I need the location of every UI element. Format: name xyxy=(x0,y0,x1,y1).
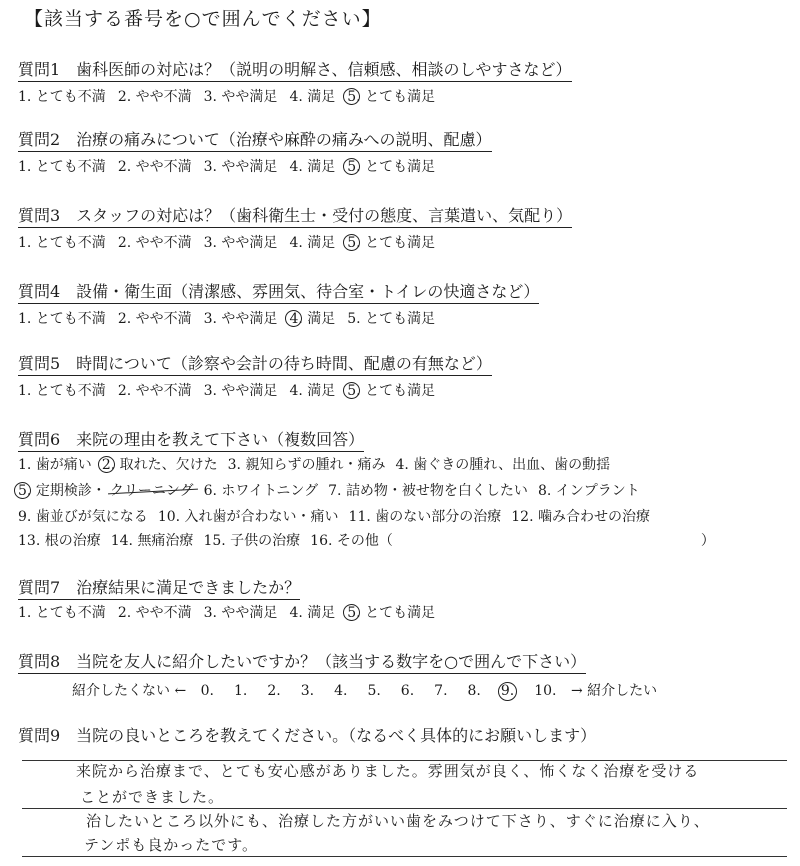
option-number: 4. 満足 xyxy=(289,235,336,251)
handwritten-answer-line-1: 来院から治療まで、とても安心感がありました。雰囲気が良く、怖くなく治療を受ける xyxy=(76,762,700,780)
option-number: 2. やや不満 xyxy=(117,159,192,175)
option-label: 歯ぐきの腫れ、出血、歯の動揺 xyxy=(413,457,611,473)
selected-digit: 5 xyxy=(18,483,27,499)
rating-option[interactable] xyxy=(118,88,192,106)
rating-option[interactable] xyxy=(347,604,435,622)
option-number: 4. 満足 xyxy=(289,89,336,105)
rating-option[interactable] xyxy=(204,234,278,252)
scale-number[interactable]: 3. xyxy=(300,683,315,699)
option-number: 3. やや満足 xyxy=(203,311,278,327)
option-number: 5. xyxy=(18,483,32,499)
scale-number[interactable]: 10. xyxy=(534,683,557,699)
option-number: 2. やや不満 xyxy=(117,235,192,251)
option-number: 5. とても満足 xyxy=(347,311,436,327)
rating-option[interactable] xyxy=(204,310,278,328)
option-number: 3. xyxy=(227,457,241,473)
reason-option[interactable] xyxy=(158,508,339,526)
q9-title: 質問9 当院の良いところを教えてください。（なるべく具体的にお願いします） xyxy=(18,726,597,745)
option-number: 2. xyxy=(101,457,116,473)
selected-digit: 5 xyxy=(347,605,357,621)
option-label: 噛み合わせの治療 xyxy=(537,509,650,525)
option-number: 6. xyxy=(203,483,217,499)
scale-number[interactable]: 9. xyxy=(500,683,515,699)
option-number: 4. 満足 xyxy=(289,159,336,175)
option-number: 1. とても不満 xyxy=(18,311,106,327)
rating-option[interactable] xyxy=(347,310,435,328)
reason-option[interactable] xyxy=(18,456,92,474)
rating-option[interactable] xyxy=(347,382,435,400)
reason-option[interactable] xyxy=(511,508,650,526)
reason-option[interactable] xyxy=(18,508,148,526)
rating-option[interactable] xyxy=(347,234,435,252)
option-number: 4. 満足 xyxy=(289,311,336,327)
option-number: 5. とても満足 xyxy=(347,159,436,175)
option-number: 5. とても満足 xyxy=(347,235,436,251)
option-number: 2. やや不満 xyxy=(117,605,192,621)
writing-line xyxy=(22,808,787,809)
q2-options xyxy=(18,158,447,176)
rating-option[interactable] xyxy=(289,310,335,328)
q4-options xyxy=(18,310,447,328)
option-number: 2. やや不満 xyxy=(117,383,192,399)
option-number: 12. xyxy=(511,509,534,525)
reason-option[interactable] xyxy=(395,456,610,474)
option-number: 1. とても不満 xyxy=(18,383,106,399)
rating-option[interactable] xyxy=(289,604,335,622)
option-number: 11. xyxy=(348,509,371,525)
selected-digit: 2 xyxy=(101,457,111,473)
q8-scale xyxy=(72,680,657,700)
reason-option[interactable] xyxy=(203,532,300,550)
option-number: 16. xyxy=(310,533,333,549)
reason-option[interactable] xyxy=(110,482,194,500)
rating-option[interactable] xyxy=(289,88,335,106)
rating-option[interactable] xyxy=(118,234,192,252)
selected-digit: 5 xyxy=(347,383,357,399)
scale-number[interactable]: 6. xyxy=(400,683,415,699)
rating-option[interactable] xyxy=(289,382,335,400)
option-number: 3. やや満足 xyxy=(203,89,278,105)
option-label: ホワイトニング xyxy=(221,483,319,499)
reason-option[interactable] xyxy=(228,456,386,474)
rating-option[interactable] xyxy=(18,88,106,106)
option-label: 歯並びが気になる xyxy=(35,509,148,525)
rating-option[interactable] xyxy=(204,604,278,622)
option-number: 4. 満足 xyxy=(289,605,336,621)
q6-title: 質問6 来院の理由を教えて下さい（複数回答） xyxy=(18,430,364,452)
option-label: その他（ ） xyxy=(336,533,715,549)
reason-option[interactable] xyxy=(102,456,218,474)
selected-digit: 4 xyxy=(289,311,299,327)
selected-digit: 5 xyxy=(347,89,357,105)
scale-number[interactable]: 7. xyxy=(434,683,448,699)
rating-option[interactable] xyxy=(18,604,106,622)
q8-right-label: → 紹介したい xyxy=(570,683,658,699)
option-number: 1. とても不満 xyxy=(18,235,106,251)
q6-row-2 xyxy=(18,482,650,500)
scale-number[interactable]: 0. xyxy=(200,683,214,699)
option-number: 1. とても不満 xyxy=(18,159,106,175)
reason-option[interactable] xyxy=(18,482,106,500)
reason-option[interactable] xyxy=(328,482,528,500)
q1-title: 質問1 歯科医師の対応は？（説明の明解さ、信頼感、相談のしやすさなど） xyxy=(18,60,572,82)
option-number: 5. とても満足 xyxy=(347,605,436,621)
q3-title: 質問3 スタッフの対応は？（歯科衛生士・受付の態度、言葉遣い、気配り） xyxy=(18,206,572,228)
selected-digit: 5 xyxy=(347,159,357,175)
q7-title: 質問7 治療結果に満足できましたか？ xyxy=(18,578,300,600)
option-number: 15. xyxy=(203,533,226,549)
option-label: 子供の治療 xyxy=(230,533,301,549)
rating-option[interactable] xyxy=(118,382,192,400)
option-number: 3. やや満足 xyxy=(203,605,278,621)
rating-option[interactable] xyxy=(118,310,192,328)
option-number: 7. xyxy=(328,483,342,499)
option-label: インプラント xyxy=(555,483,640,499)
scale-number[interactable]: 8. xyxy=(467,683,481,699)
q7-options xyxy=(18,604,447,622)
option-number: 14. xyxy=(110,533,133,549)
option-label: 歯が痛い xyxy=(35,457,92,473)
rating-option[interactable] xyxy=(204,88,278,106)
rating-option[interactable] xyxy=(204,158,278,176)
option-label: 取れた、欠けた xyxy=(119,457,218,473)
rating-option[interactable] xyxy=(347,158,435,176)
q8-scale-numbers xyxy=(191,683,567,699)
scale-number[interactable]: 1. xyxy=(234,683,248,699)
scale-number[interactable]: 5. xyxy=(367,683,381,699)
rating-option[interactable] xyxy=(118,158,192,176)
option-number: 3. やや満足 xyxy=(203,383,278,399)
reason-option[interactable] xyxy=(538,482,640,500)
option-number: 3. やや満足 xyxy=(203,159,278,175)
option-number: 2. やや不満 xyxy=(117,311,192,327)
rating-option[interactable] xyxy=(18,310,106,328)
handwritten-answer-line-3: 治したいところ以外にも、治療した方がいい歯をみつけて下さり、すぐに治療に入り、 xyxy=(86,812,710,830)
option-label: 根の治療 xyxy=(44,533,101,549)
option-label: 無痛治療 xyxy=(137,533,194,549)
rating-option[interactable] xyxy=(18,382,106,400)
reason-option[interactable] xyxy=(111,532,194,550)
handwritten-answer-line-4: テンポも良かったです。 xyxy=(84,836,259,854)
writing-line xyxy=(22,856,787,857)
option-number: 1. xyxy=(18,457,32,473)
option-number: 1. とても不満 xyxy=(18,605,106,621)
option-number: 3. やや満足 xyxy=(203,235,278,251)
q5-options xyxy=(18,382,447,400)
option-number: 4. xyxy=(395,457,409,473)
form-header: 【該当する番号を○で囲んでください】 xyxy=(24,8,382,30)
q1-options xyxy=(18,88,447,106)
q8-left-label: 紹介したくない ← xyxy=(72,683,187,699)
option-number: 13. xyxy=(18,533,41,549)
rating-option[interactable] xyxy=(289,234,335,252)
option-number: 9. xyxy=(18,509,32,525)
option-label: 入れ歯が合わない・痛い xyxy=(184,509,339,525)
rating-option[interactable] xyxy=(18,158,106,176)
option-number: 2. やや不満 xyxy=(117,89,192,105)
option-number: 10. xyxy=(157,509,181,525)
option-label: クリーニング xyxy=(109,483,194,499)
q6-row-1 xyxy=(18,456,620,474)
option-label: 歯のない部分の治療 xyxy=(375,509,502,525)
reason-option[interactable] xyxy=(310,532,715,550)
rating-option[interactable] xyxy=(347,88,435,106)
option-number: 4. 満足 xyxy=(289,383,336,399)
option-number: 5. とても満足 xyxy=(347,383,436,399)
option-label: 定期検診・ xyxy=(35,483,106,499)
q2-title: 質問2 治療の痛みについて（治療や麻酔の痛みへの説明、配慮） xyxy=(18,130,492,152)
option-label: 親知らずの腫れ・痛み xyxy=(245,457,386,473)
scale-number[interactable]: 4. xyxy=(334,683,348,699)
option-number: 5. とても満足 xyxy=(347,89,436,105)
reason-option[interactable] xyxy=(349,508,502,526)
q8-title: 質問8 当院を友人に紹介したいですか？（該当する数字を○で囲んで下さい） xyxy=(18,652,586,674)
q4-title: 質問4 設備・衛生面（清潔感、雰囲気、待合室・トイレの快適さなど） xyxy=(18,282,539,304)
reason-option[interactable] xyxy=(204,482,319,500)
rating-option[interactable] xyxy=(118,604,192,622)
selected-digit: 5 xyxy=(347,235,357,251)
reason-option[interactable] xyxy=(18,532,101,550)
rating-option[interactable] xyxy=(18,234,106,252)
rating-option[interactable] xyxy=(289,158,335,176)
scale-number[interactable]: 2. xyxy=(267,683,281,699)
q3-options xyxy=(18,234,447,252)
q6-row-4 xyxy=(18,532,725,550)
handwritten-answer-line-2: ことができました。 xyxy=(80,788,225,806)
q6-row-3 xyxy=(18,508,660,526)
rating-option[interactable] xyxy=(204,382,278,400)
option-number: 1. とても不満 xyxy=(18,89,106,105)
option-label: 詰め物・被せ物を白くしたい xyxy=(345,483,528,499)
option-number: 8. xyxy=(537,483,552,499)
q5-title: 質問5 時間について（診察や会計の待ち時間、配慮の有無など） xyxy=(18,354,492,376)
